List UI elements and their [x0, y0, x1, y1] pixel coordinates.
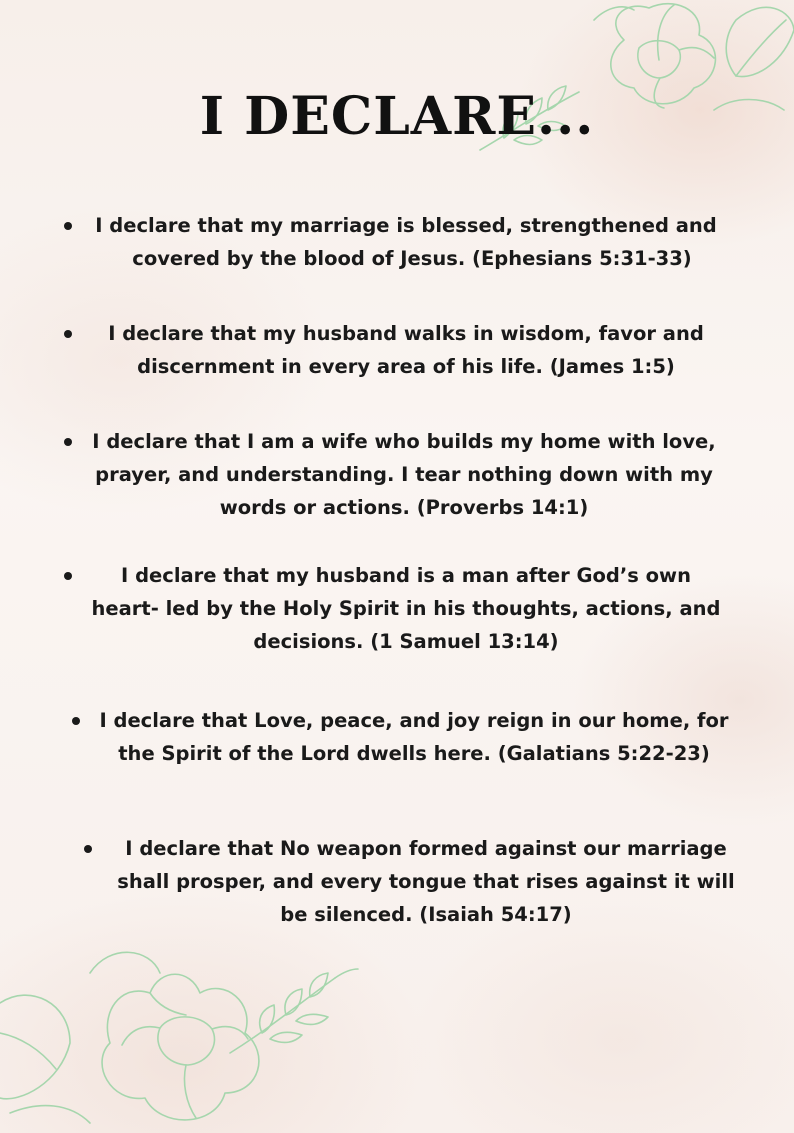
declaration-line: be silenced. (Isaiah 54:17): [280, 903, 572, 926]
declaration-line: I declare that I am a wife who builds my home with love,: [92, 430, 716, 453]
declaration-line: I declare that No weapon formed against our marriage: [125, 837, 727, 860]
bullet-dot: [64, 438, 72, 446]
declaration-item-3: [84, 425, 724, 524]
bullet-dot: [64, 572, 72, 580]
bullet-dot: [72, 717, 80, 725]
bullet-dot: [84, 845, 92, 853]
declaration-line: words or actions. (Proverbs 14:1): [219, 496, 589, 519]
declaration-line: I declare that my marriage is blessed, strengthened and: [95, 214, 717, 237]
declaration-line: discernment in every area of his life. (James 1:5): [137, 355, 675, 378]
declaration-item-5: [94, 704, 734, 770]
declaration-line: the Spirit of the Lord dwells here. (Galatians 5:22-23): [118, 742, 710, 765]
page-title: I DECLARE...: [199, 86, 595, 147]
declaration-line: I declare that Love, peace, and joy reign in our home, for: [99, 709, 729, 732]
declaration-line: I declare that my husband walks in wisdom, favor and: [108, 322, 704, 345]
declaration-item-2: [86, 317, 726, 383]
declaration-line: prayer, and understanding. I tear nothing down with my: [95, 463, 713, 486]
declaration-item-4: [86, 559, 726, 658]
bullet-dot: [64, 330, 72, 338]
declaration-line: I declare that my husband is a man after God’s own: [121, 564, 691, 587]
declaration-line: covered by the blood of Jesus. (Ephesians 5:31-33): [132, 247, 692, 270]
declaration-item-6: [106, 832, 746, 931]
floral-bottom-decoration: [0, 933, 420, 1133]
declaration-line: heart- led by the Holy Spirit in his thoughts, actions, and: [91, 597, 721, 620]
declaration-item-1: [86, 209, 726, 275]
bullet-dot: [64, 222, 72, 230]
declaration-line: decisions. (1 Samuel 13:14): [253, 630, 559, 653]
declaration-line: shall prosper, and every tongue that rises against it will: [117, 870, 735, 893]
